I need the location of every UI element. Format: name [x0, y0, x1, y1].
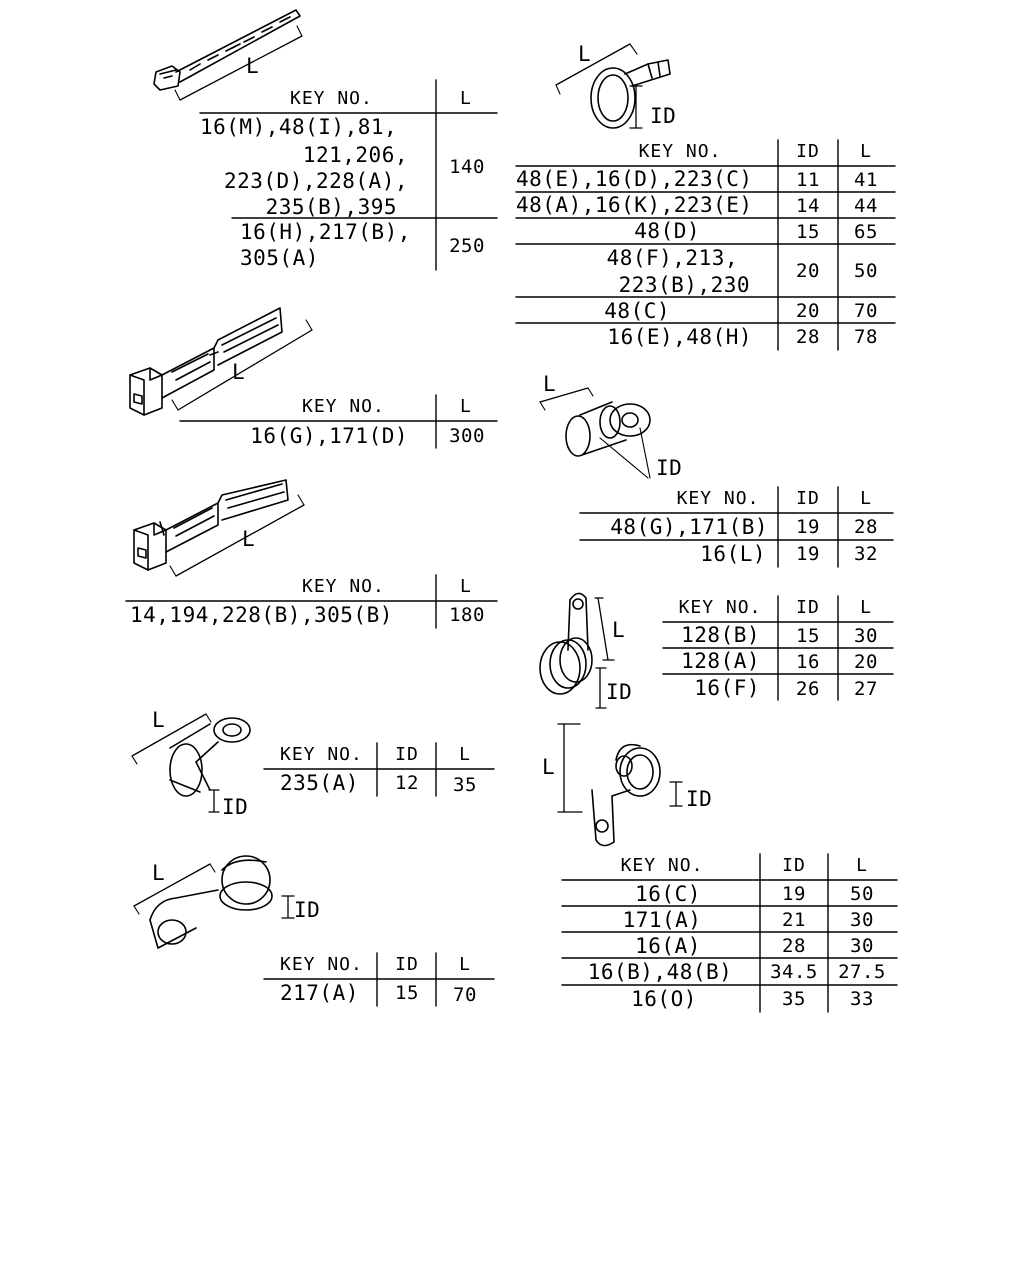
id-cell: 15: [796, 625, 820, 647]
key-cell: 16(M),48(I),81,: [200, 115, 398, 139]
cable-tie-large-illustration: [130, 308, 312, 415]
dim-label-id: ID: [222, 795, 249, 819]
key-cell: 48(D): [634, 219, 700, 243]
l-cell: 30: [850, 909, 874, 931]
l-cell: 27: [854, 678, 878, 700]
header-key-no: KEY NO.: [302, 576, 385, 597]
key-cell: 16(H),217(B),: [240, 220, 411, 244]
l-cell: 27.5: [838, 961, 886, 983]
dim-label-l: L: [578, 42, 592, 66]
l-cell: 44: [854, 195, 878, 217]
id-cell: 19: [782, 883, 806, 905]
p-clip-illustration: [540, 388, 650, 478]
key-cell: 16(C): [635, 882, 701, 906]
header-key-no: KEY NO.: [678, 597, 762, 618]
header-l: L: [860, 488, 872, 509]
dim-label-id: ID: [650, 104, 677, 128]
header-key-no: KEY NO.: [290, 88, 373, 109]
header-id: ID: [782, 855, 806, 876]
header-l: L: [856, 855, 868, 876]
header-key-no: KEY NO.: [280, 954, 363, 975]
id-cell: 34.5: [770, 961, 818, 983]
header-key-no: KEY NO.: [280, 744, 363, 765]
dim-label-l: L: [543, 372, 557, 396]
header-id: ID: [796, 597, 820, 618]
key-cell: 48(G),171(B): [610, 515, 768, 539]
l-cell: 50: [850, 883, 874, 905]
key-cell: 16(F): [694, 676, 760, 700]
key-cell: 16(O): [631, 987, 697, 1011]
key-cell: 121,206,: [302, 143, 408, 167]
key-cell: 48(A),16(K),223(E): [516, 193, 753, 217]
l-cell: 32: [854, 543, 878, 565]
l-cell: 70: [854, 300, 878, 322]
key-cell: 305(A): [240, 246, 319, 270]
header-l: L: [460, 88, 472, 109]
header-key-no: KEY NO.: [620, 855, 704, 876]
key-cell: 217(A): [280, 981, 359, 1005]
key-cell: 128(B): [681, 623, 760, 647]
key-cell: 48(C): [604, 299, 670, 323]
spring-clip-illustration: [540, 593, 614, 708]
dim-label-id: ID: [656, 456, 683, 480]
id-cell: 15: [395, 982, 419, 1004]
header-l: L: [459, 744, 471, 765]
id-cell: 20: [796, 260, 820, 282]
dim-label-l: L: [612, 618, 626, 642]
dim-label-id: ID: [294, 898, 321, 922]
l-cell: 250: [449, 235, 485, 257]
id-cell: 20: [796, 300, 820, 322]
key-cell: 16(L): [700, 542, 766, 566]
id-cell: 16: [796, 651, 820, 673]
saddle-clamp-illustration: [558, 724, 682, 846]
key-cell: 223(D),228(A),: [223, 169, 408, 193]
header-id: ID: [796, 141, 820, 162]
key-cell: 16(B),48(B): [587, 960, 733, 984]
header-l: L: [460, 576, 472, 597]
l-cell: 140: [449, 156, 485, 178]
key-cell: 171(A): [622, 908, 702, 932]
dim-label-id: ID: [606, 680, 633, 704]
cable-tie-small-illustration: [154, 10, 302, 100]
l-cell: 50: [854, 260, 878, 282]
l-cell: 41: [854, 169, 878, 191]
l-cell: 78: [854, 326, 878, 348]
l-cell: 180: [449, 604, 485, 626]
header-l: L: [460, 396, 472, 417]
id-cell: 26: [796, 678, 820, 700]
dim-label-id: ID: [686, 787, 713, 811]
l-cell: 28: [854, 516, 878, 538]
l-cell: 35: [453, 774, 477, 796]
key-cell: 223(B),230: [618, 273, 750, 297]
id-cell: 28: [782, 935, 806, 957]
l-cell: 20: [854, 651, 878, 673]
dim-label-l: L: [232, 360, 246, 384]
header-id: ID: [395, 744, 419, 765]
id-cell: 19: [796, 543, 820, 565]
header-l: L: [860, 141, 872, 162]
id-cell: 14: [796, 195, 820, 217]
dim-label-l: L: [242, 527, 256, 551]
id-cell: 11: [796, 169, 820, 191]
l-cell: 30: [854, 625, 878, 647]
key-cell: 48(F),213,: [606, 246, 738, 270]
key-cell: 16(A): [635, 934, 701, 958]
dim-label-l: L: [152, 708, 166, 732]
dim-label-l: L: [246, 54, 260, 78]
header-l: L: [860, 597, 872, 618]
l-cell: 33: [850, 988, 874, 1010]
l-cell: 70: [453, 984, 477, 1006]
key-cell: 14,194,228(B),305(B): [130, 603, 393, 627]
header-key-no: KEY NO.: [638, 141, 722, 162]
key-cell: 16(E),48(H): [607, 325, 752, 349]
header-key-no: KEY NO.: [676, 488, 760, 509]
header-id: ID: [395, 954, 419, 975]
key-cell: 48(E),16(D),223(C): [516, 167, 753, 191]
id-cell: 19: [796, 516, 820, 538]
key-cell: 128(A): [681, 649, 760, 673]
key-cell: 16(G),171(D): [250, 424, 408, 448]
id-cell: 12: [395, 772, 419, 794]
header-key-no: KEY NO.: [302, 396, 385, 417]
cable-tie-mount-illustration: [134, 480, 304, 576]
id-cell: 15: [796, 221, 820, 243]
id-cell: 28: [796, 326, 820, 348]
header-l: L: [459, 954, 471, 975]
dim-label-l: L: [542, 755, 556, 779]
dim-label-l: L: [152, 861, 166, 885]
id-cell: 35: [782, 988, 806, 1010]
l-cell: 300: [449, 425, 485, 447]
key-cell: 235(A): [280, 771, 359, 795]
l-cell: 65: [854, 221, 878, 243]
header-id: ID: [796, 488, 820, 509]
id-cell: 21: [782, 909, 806, 931]
l-cell: 30: [850, 935, 874, 957]
key-cell: 235(B),395: [265, 195, 397, 219]
